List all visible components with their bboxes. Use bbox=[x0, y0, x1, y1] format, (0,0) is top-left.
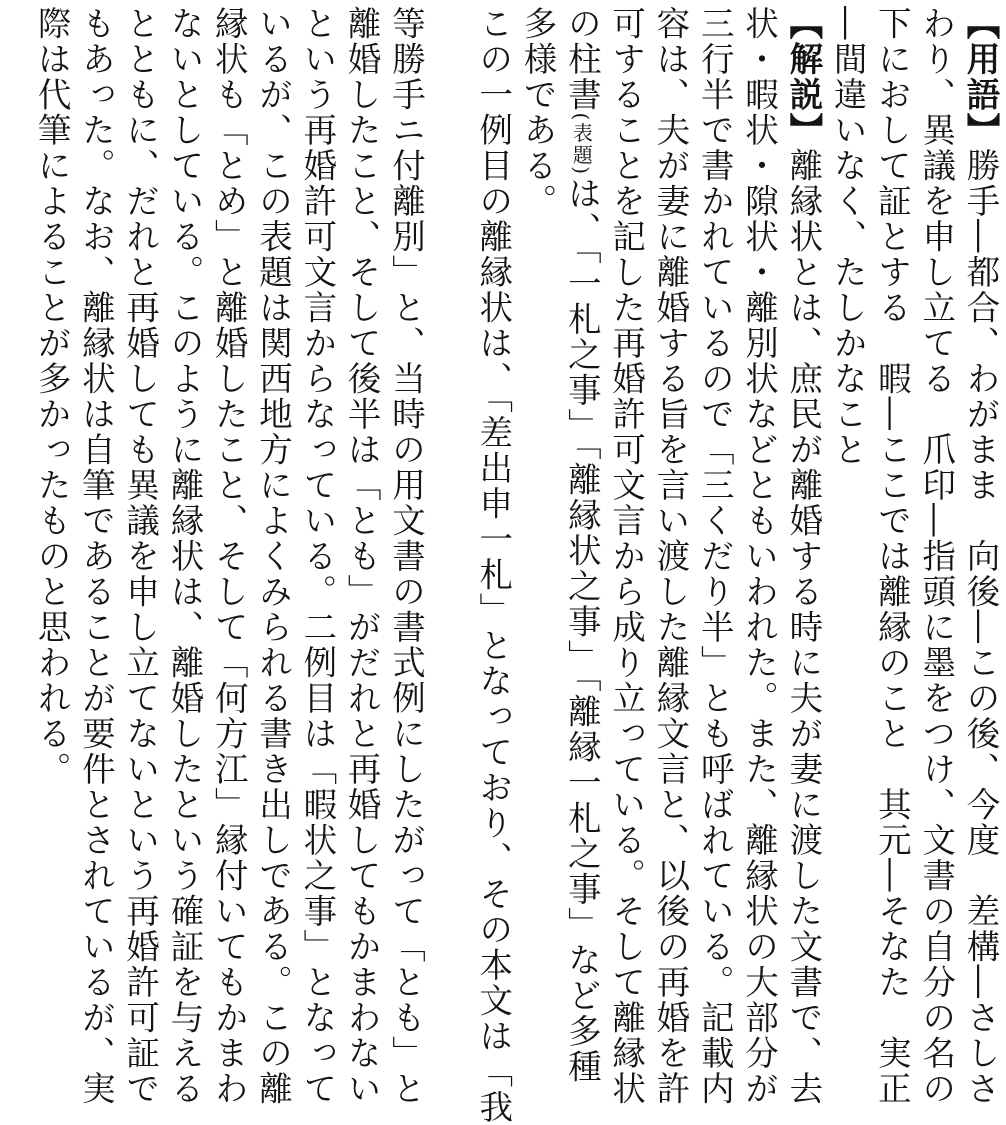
body-line-9: もあった。なお、離縁状は自筆であることが要件とされているが、実 bbox=[76, 6, 116, 1107]
glossary-label: 【用語】 bbox=[961, 6, 1000, 148]
body-line-1: この一例目の離縁状は、「差出申一札」となっており、その本文は「我 bbox=[473, 6, 513, 1125]
commentary-text: 離縁状とは、庶民が離婚する時に夫が妻に渡した文書で、去 bbox=[783, 148, 823, 1107]
body-line-6: 縁状も「とめ」と離婚したこと、そして「何方江」縁付いてもかまわ bbox=[209, 6, 249, 1107]
body-line-5: いるが、この表題は関西地方によくみられる書き出しである。この離 bbox=[253, 6, 293, 1107]
glossary-text: 勝手―都合、わがまま 向後―この後、今度 差構―さしさ bbox=[961, 148, 1000, 1107]
glossary-line-4: ―間違いなく、たしかなこと bbox=[828, 6, 868, 468]
commentary-label: 【解説】 bbox=[783, 6, 823, 148]
commentary-small-note: (表題) bbox=[569, 112, 594, 177]
glossary-line-2: わり、異議を申し立てる 爪印―指頭に墨をつけ、文書の自分の名の bbox=[916, 6, 956, 1107]
body-line-8: とともに、だれと再婚しても異議を申し立てないという再婚許可証で bbox=[120, 6, 160, 1107]
body-line-7: ないとしている。このように離縁状は、離婚したという確証を与える bbox=[164, 6, 204, 1107]
glossary-line-3: 下におして証とする 暇―ここでは離縁のこと 其元―そなた 実正 bbox=[872, 6, 912, 1107]
commentary-line-5: 可することを記した再婚許可文言から成り立っている。そして離縁状 bbox=[606, 6, 646, 1107]
body-line-4: という再婚許可文言からなっている。二例目は「暇状之事」となって bbox=[297, 6, 337, 1107]
glossary-line-1 bbox=[958, 6, 1002, 1107]
commentary-line-3: 三行半で書かれているので「三くだり半」とも呼ばれている。記載内 bbox=[695, 6, 735, 1107]
commentary-line-7: 多様である。 bbox=[518, 6, 558, 219]
body-line-10: 際は代筆によることが多かったものと思われる。 bbox=[32, 6, 72, 787]
body-line-2: 等勝手ニ付離別」と、当時の用文書の書式例にしたがって「とも」と bbox=[386, 6, 426, 1107]
commentary-line-1 bbox=[781, 6, 825, 1107]
commentary-line-2: 状・暇状・隙状・離別状などともいわれた。また、離縁状の大部分が bbox=[739, 6, 779, 1107]
body-line-3: 離婚したこと、そして後半は「とも」がだれと再婚してもかまわない bbox=[342, 6, 382, 1107]
commentary-line-4: 容は、夫が妻に離婚する旨を言い渡した離縁文言と、以後の再婚を許 bbox=[650, 6, 690, 1107]
commentary-text: は、「一札之事」「離縁状之事」「離縁一札之事」など多種 bbox=[562, 176, 602, 1085]
commentary-text: の柱書 bbox=[562, 6, 602, 113]
commentary-line-6 bbox=[559, 6, 603, 1085]
